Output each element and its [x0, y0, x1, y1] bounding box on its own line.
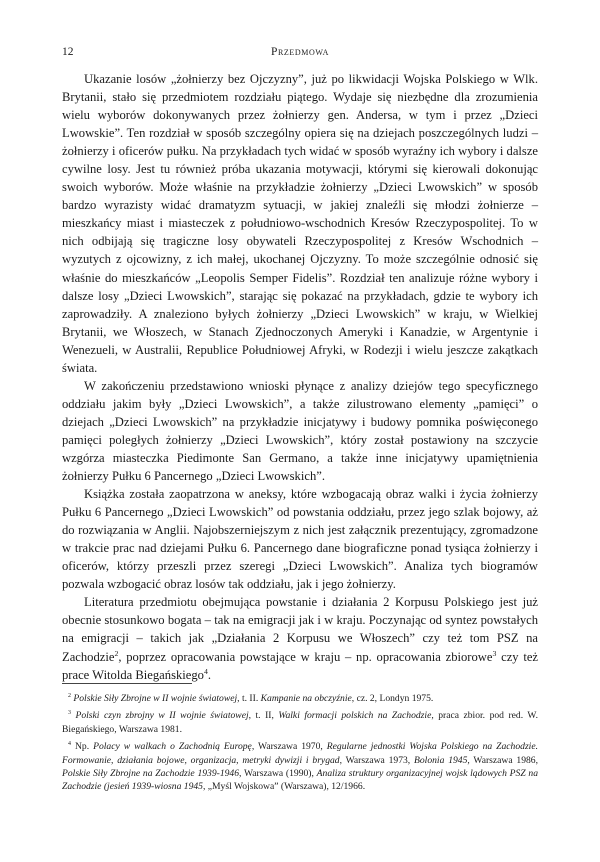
footnote-4-title-5: Analiza struktury organizacyjnej wojsk lądowych PSZ na Zachodzie (jesień 1939-wiosna 1945 — [62, 768, 538, 793]
paragraph-4-part-d: . — [207, 667, 212, 682]
footnote-3 — [62, 709, 538, 736]
footnote-4-title-2: Regularne jednostki Wojska Polskiego na Zachodzie. Formowanie, działania bojowe, organizacja, metryki dywizji i brygad — [62, 741, 538, 766]
page-header — [62, 44, 538, 60]
footnote-4-title-4: Polskie Siły Zbrojne na Zachodzie 1939-1946 — [62, 768, 240, 780]
footnote-ref-3: 3 — [492, 648, 497, 658]
paragraph-4-part-a: Literatura przedmiotu obejmująca powstanie i działania 2 Korpusu Polskiego jest już obecnie stosunkowo bogata – tak na emigracji jak i w kraju. Poczynając od syntez powstałych na emigracji – takich jak „Działania 2 Korpusu we Włoszech” czy też tom PSZ na Zachodzie — [62, 595, 538, 664]
paragraph-1: Ukazanie losów „żołnierzy bez Ojczyzny”, już po likwidacji Wojska Polskiego w Wlk. Brytanii, stało się przedmiotem rozdziału piątego. Wydaje się niezbędne dla zrozumienia wielu wyborów dokonywanych przez żołnierzy gen. Andersa, w tym i przez „Dzieci Lwowskie”. Ten rozdział w sposób szczególny opiera się na dziejach poszczególnych ludzi – żołnierzy i oficerów pułku. Na przykładach tych widać w sposób wyraźny ich wybory i dalsze cywilne losy. Jest tu również próba ukazania motywacji, którymi się kierowali dokonując swoich wyborów. Może właśnie na przykładzie żołnierzy „Dzieci Lwowskich” w sposób bardzo wyrazisty widać dramatyzm sytuacji, w jakiej znaleźli się młodzi żołnierze – mieszkańcy miast i miasteczek z południowo-wschodnich Kresów Rzeczypospolitej. To w nich odbijają się tragiczne losy obywateli Rzeczypospolitej z Kresów Wschodnich – wyzutych z ojcowizny, z ich małej, ukochanej Ojczyzny. To może szczególnie odnosić się właśnie do mieszkańców „Leopolis Semper Fidelis”. Rozdział ten analizuje różne wybory i dalsze losy „Dzieci Lwowskich”, starając się pokazać na przykładach, gdzie te wybory ich zaprowadziły. A znaleziono byłych żołnierzy „Dzieci Lwowskich” w kraju, w Wielkiej Brytanii, we Włoszech, w Stanach Zjednoczonych Ameryki i Kanadzie, w Argentynie i Wenezueli, w Australii, Republice Południowej Afryki, w Rodezji i wielu jeszcze zakątkach świata. — [62, 72, 538, 375]
footnote-4-text-b: , Warszawa 1970, — [251, 741, 327, 753]
footnote-3-text-b: , praca zbior. pod red. W. Biegańskiego, Warszawa 1981. — [62, 710, 538, 735]
footnote-4 — [62, 740, 538, 794]
footnote-4-text-d: , Warszawa 1986, — [467, 754, 538, 766]
footnote-2 — [62, 692, 538, 705]
paragraph-3: Książka została zaopatrzona w aneksy, które wzbogacają obraz walki i życia żołnierzy Pułku 6 Pancernego „Dzieci Lwowskich” od powstania oddziału, przez jego szlak bojowy, aż do rozwiązania w Anglii. Najobszerniejszym z nich jest załącznik prezentujący, zgromadzone w trakcie prac nad dziejami Pułku 6. Pancernego dane biograficzne ponad tysiąca żołnierzy i oficerów, którzy przeszli przez szeregi „Dzieci Lwowskich”. Analiza tych biogramów pozwala wzbogacić obraz losów tak oddziału, jak i jego żołnierzy. — [62, 487, 538, 592]
paragraph-4-part-b: , poprzez opracowania powstające w kraju – np. opracowania zbiorowe — [118, 649, 493, 664]
page-number: 12 — [62, 46, 74, 58]
footnote-2-text-a: , t. II. — [237, 693, 261, 704]
footnote-4-title-3: Bolonia 1945 — [414, 754, 468, 766]
footnote-4-text-c: , Warszawa 1973, — [339, 754, 415, 766]
footnote-4-text-f: , „Myśl Wojskowa” (Warszawa), 12/1966. — [202, 781, 366, 793]
footnote-4-text-a: Np. — [74, 741, 94, 753]
paragraph-4 — [62, 593, 538, 683]
paragraph-4-part-c: czy też prace Witolda Biegańskiego — [62, 649, 538, 682]
running-title: Przedmowa — [270, 46, 329, 58]
main-text — [62, 70, 538, 684]
footnote-2-text-b: , cz. 2, Londyn 1975. — [351, 693, 434, 704]
footnote-3-number: 3 — [68, 710, 71, 717]
footnote-4-text-e: , Warszawa (1990), — [239, 768, 317, 780]
footnote-3-title-2: Walki formacji polskich na Zachodzie — [278, 710, 432, 722]
footnote-2-title: Polskie Siły Zbrojne w II wojnie światowej — [73, 693, 238, 704]
footnote-4-title-1: Polacy w walkach o Zachodnią Europę — [93, 741, 252, 753]
footnote-2-title-2: Kampanie na obczyźnie — [260, 693, 352, 704]
footnote-4-number: 4 — [68, 741, 71, 748]
footnote-3-text-a: , t. II, — [248, 710, 279, 722]
footnotes — [62, 692, 538, 798]
footnote-3-title: Polski czyn zbrojny w II wojnie światowej — [75, 710, 249, 722]
footnote-separator — [62, 683, 192, 684]
footnote-2-number: 2 — [68, 692, 71, 699]
paragraph-2: W zakończeniu przedstawiono wnioski płynące z analizy dziejów tego specyficznego oddziału jakim były „Dzieci Lwowskich”, a także zilustrowano elementy „pamięci” o dziejach „Dzieci Lwowskich” na przykładzie inicjatywy i budowy pomnika poświęconego pamięci poległych żołnierzy „Dzieci Lwowskich”, który został postawiony na szczycie wzgórza miasteczka Piedimonte San Germano, a także inne inicjatywy upamiętnienia żołnierzy Pułku 6 Pancernego „Dzieci Lwowskich”. — [62, 378, 538, 484]
footnote-ref-2: 2 — [114, 648, 119, 658]
footnote-ref-4: 4 — [203, 666, 208, 676]
